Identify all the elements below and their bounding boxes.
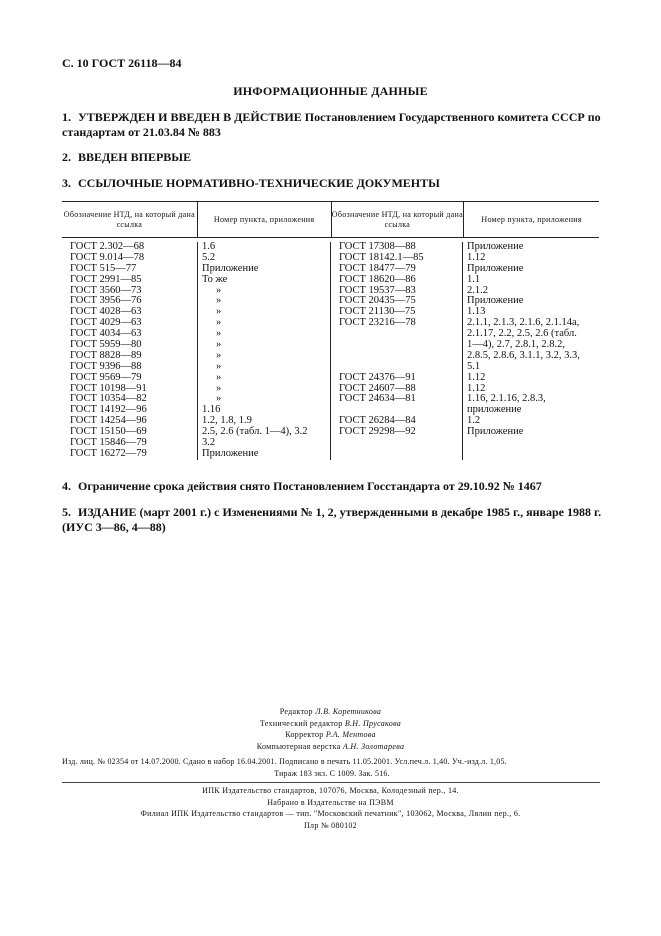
table-cell-doc: ГОСТ 2.302—68 — [70, 241, 145, 252]
table-cell-doc: ГОСТ 4034—63 — [70, 328, 142, 340]
credit-line: Корректор Р.А. Ментова — [285, 730, 376, 739]
publication-line: Изд. лиц. № 02354 от 14.07.2000. Сдано в набор 16.04.2001. Подписано в печать 11.05.2001. Усл.печ.л. 1,40. Уч.-изд.л. 1,05. — [62, 757, 507, 766]
item-text: Ограничение срока действия снято Постановлением Госстандарта от 29.10.92 № 1467 — [78, 479, 542, 493]
table-cell-doc: ГОСТ 29298—92 — [339, 426, 416, 438]
table-cell-doc: ГОСТ 20435—75 — [339, 295, 416, 307]
table-cell-ref: 1.2, 1.8, 1.9 — [202, 415, 252, 427]
item-number: 2. — [62, 150, 71, 164]
item-text: ИЗДАНИЕ (март 2001 г.) с Изменениями № 1, 2, утвержденными в декабре 1985 г., январе 1988 г. (ИУС 3—86, 4—88) — [62, 505, 602, 534]
table-cell-ref: 1.12 — [467, 371, 486, 383]
credit-line: Технический редактор В.Н. Прусакова — [259, 718, 402, 728]
table-cell-doc — [339, 351, 462, 362]
references-table — [62, 201, 599, 460]
page-header: С. 10 ГОСТ 26118—84 — [62, 56, 182, 70]
right-doc-column — [330, 242, 462, 460]
divider — [62, 782, 600, 783]
table-cell-ref: » — [216, 349, 222, 361]
table-cell-ref: » — [216, 360, 222, 372]
table-cell-doc: ГОСТ 10198—91 — [70, 382, 147, 394]
table-cell-ref: 1—4), 2.7, 2.8.1, 2.8.2, — [467, 339, 565, 351]
table-cell-doc: ГОСТ 18142.1—85 — [339, 251, 424, 263]
table-cell-doc: ГОСТ 9.014—78 — [70, 251, 145, 263]
credit-line: Компьютерная верстка А.Н. Золотарева — [256, 741, 405, 751]
item-references — [62, 176, 602, 191]
table-cell-ref: 1.12 — [467, 382, 486, 394]
table-cell-doc: ГОСТ 2991—85 — [70, 273, 142, 285]
item-text: УТВЕРЖДЕН И ВВЕДЕН В ДЕЙСТВИЕ Постановлением Государственного комитета СССР по стандартам от 21.03.84 № 883 — [62, 110, 601, 139]
item-first-introduced — [62, 150, 602, 165]
table-cell-doc: ГОСТ 19537—83 — [339, 284, 416, 296]
table-cell-ref: Приложение — [467, 262, 524, 274]
table-cell-ref: 2.1.2 — [467, 284, 488, 296]
credits-block — [0, 706, 661, 752]
table-cell-doc: ГОСТ 14254—96 — [70, 415, 147, 427]
table-cell-doc: ГОСТ 515—77 — [70, 262, 137, 274]
table-cell-ref: 1.16, 2.1.16, 2.8.3, — [467, 393, 546, 405]
table-cell-ref: 1.16 — [202, 404, 221, 416]
printer-line: Плр № 080102 — [303, 820, 357, 830]
table-cell-doc: ГОСТ 16272—79 — [70, 447, 147, 459]
table-cell-doc: ГОСТ 15846—79 — [70, 437, 147, 449]
left-doc-column — [62, 242, 197, 460]
table-cell-doc: ГОСТ 3956—76 — [70, 295, 142, 307]
header-ref-right: Номер пункта, приложения — [463, 202, 599, 237]
table-cell-ref: 5.1 — [467, 360, 481, 372]
left-ref-column — [197, 242, 330, 460]
table-cell-ref: » — [216, 317, 222, 329]
item-approved — [62, 110, 602, 140]
table-cell-doc: ГОСТ 4029—63 — [70, 317, 142, 329]
item-number: 4. — [62, 479, 71, 493]
item-edition — [62, 505, 602, 535]
item-number: 3. — [62, 176, 71, 190]
printer-line: ИПК Издательство стандартов, 107076, Москва, Колодезный пер., 14. — [202, 786, 459, 795]
table-cell-ref: Приложение — [467, 295, 524, 307]
header-ref-left: Номер пункта, приложения — [197, 202, 331, 237]
right-ref-column — [462, 242, 597, 460]
item-limitation — [62, 479, 602, 494]
table-cell-ref: 1.6 — [202, 241, 216, 252]
table-cell-doc: ГОСТ 24376—91 — [339, 371, 416, 383]
table-cell-ref: » — [216, 295, 222, 307]
table-cell-doc: ГОСТ 5959—80 — [70, 339, 142, 351]
table-cell-doc: ГОСТ 8828—89 — [70, 349, 142, 361]
table-cell-ref: » — [216, 339, 222, 351]
table-cell-ref: Приложение — [467, 426, 524, 438]
table-cell-doc: ГОСТ 18477—79 — [339, 262, 416, 274]
table-cell-ref: » — [216, 382, 222, 394]
table-cell-ref: 2.1.1, 2.1.3, 2.1.6, 2.1.14а, — [467, 317, 580, 329]
table-cell-ref: » — [216, 284, 222, 296]
table-cell-doc: ГОСТ 24607—88 — [339, 382, 416, 394]
table-cell-ref: » — [216, 306, 222, 318]
item-text: ВВЕДЕН ВПЕРВЫЕ — [78, 150, 192, 164]
table-cell-ref: 1.1 — [467, 273, 481, 285]
table-cell-doc: ГОСТ 26284—84 — [339, 415, 416, 427]
item-text: ССЫЛОЧНЫЕ НОРМАТИВНО-ТЕХНИЧЕСКИЕ ДОКУМЕНТЫ — [78, 176, 440, 190]
header-doc-left: Обозначение НТД, на который дана ссылка — [63, 209, 195, 229]
printer-line: Набрано в Издательстве на ПЭВМ — [267, 797, 394, 807]
table-body — [62, 238, 599, 460]
table-cell-doc: ГОСТ 24634—81 — [339, 393, 416, 405]
table-cell-ref: 2.1.17, 2.2, 2.5, 2.6 (табл. — [467, 328, 577, 340]
table-cell-ref: Приложение — [202, 447, 259, 459]
table-cell-doc: ГОСТ 18620—86 — [339, 273, 416, 285]
printer-line: Филиал ИПК Издательство стандартов — тип. "Московский печатник", 103062, Москва, Лялин пер., 6. — [140, 809, 521, 818]
table-cell-doc: ГОСТ 14192—96 — [70, 404, 147, 416]
table-cell-doc: ГОСТ 3560—73 — [70, 284, 142, 296]
table-cell-ref: 5.2 — [202, 251, 216, 263]
table-cell-ref: 1.13 — [467, 306, 486, 318]
table-cell-doc: ГОСТ 15150—69 — [70, 426, 147, 438]
table-cell-doc: ГОСТ 9396—88 — [70, 360, 142, 372]
table-cell-doc: ГОСТ 9569—79 — [70, 371, 142, 383]
item-number: 5. — [62, 505, 71, 519]
table-cell-doc — [339, 329, 462, 340]
table-cell-ref: » — [216, 393, 222, 405]
table-cell-ref: То же — [202, 273, 228, 285]
table-cell-ref: 2.8.5, 2.8.6, 3.1.1, 3.2, 3.3, — [467, 349, 580, 361]
table-cell-doc: ГОСТ 4028—63 — [70, 306, 142, 318]
publication-line: Тираж 183 экз. С 1009. Зак. 516. — [274, 769, 390, 778]
table-cell-ref: 1.12 — [467, 251, 486, 263]
table-cell-ref: 2.5, 2.6 (табл. 1—4), 3.2 — [202, 426, 308, 438]
table-cell-ref: » — [216, 328, 222, 340]
table-header — [62, 202, 599, 238]
table-cell-doc: ГОСТ 10354—82 — [70, 393, 147, 405]
section-title: ИНФОРМАЦИОННЫЕ ДАННЫЕ — [233, 84, 428, 98]
table-cell-ref: 3.2 — [202, 437, 216, 449]
table-cell-doc — [339, 340, 462, 351]
header-doc-right: Обозначение НТД, на который дана ссылка — [331, 202, 464, 237]
table-cell-ref: » — [216, 371, 222, 383]
printer-info — [0, 785, 661, 831]
table-cell-doc: ГОСТ 17308—88 — [339, 241, 416, 252]
table-cell-doc: ГОСТ 21130—75 — [339, 306, 416, 318]
table-cell-ref: Приложение — [202, 262, 259, 274]
publication-info — [62, 756, 602, 780]
table-cell-ref: Приложение — [467, 241, 524, 252]
item-number: 1. — [62, 110, 71, 124]
table-cell-doc: ГОСТ 23216—78 — [339, 317, 416, 329]
credit-line: Редактор Л.В. Коретникова — [279, 707, 382, 716]
table-cell-ref: приложение — [467, 404, 522, 416]
table-cell-ref: 1.2 — [467, 415, 481, 427]
